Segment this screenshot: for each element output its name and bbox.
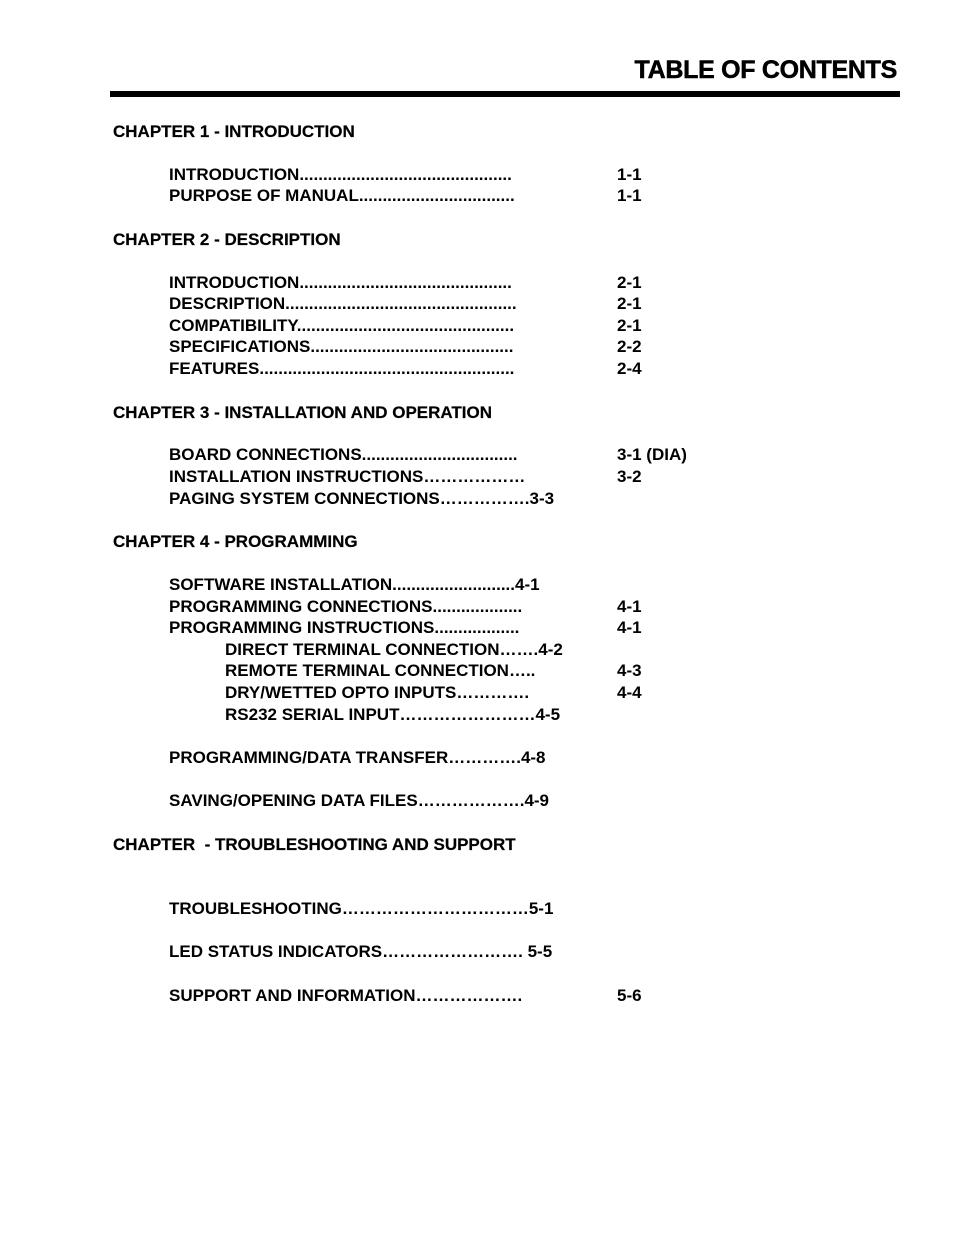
toc-page-number: 4-1 (617, 618, 642, 637)
toc-entry[interactable]: SOFTWARE INSTALLATION..........................4-1 (169, 575, 540, 594)
toc-page-number: 2-1 (617, 294, 642, 313)
toc-page-number: 4-1 (617, 597, 642, 616)
toc-page-number: 1-1 (617, 186, 642, 205)
toc-entry[interactable]: TROUBLESHOOTING……………………………5-1 (169, 899, 554, 918)
toc-entry[interactable]: SAVING/OPENING DATA FILES……………….4-9 (169, 791, 550, 810)
toc-page-number: 2-1 (617, 316, 642, 335)
toc-entry[interactable]: INSTALLATION INSTRUCTIONS……………… (169, 467, 526, 486)
toc-entry[interactable]: PROGRAMMING CONNECTIONS................... (169, 597, 523, 616)
toc-page-number: 3-2 (617, 467, 642, 486)
toc-subentry[interactable]: DRY/WETTED OPTO INPUTS…………. (225, 683, 530, 702)
toc-page-number: 1-1 (617, 165, 642, 184)
toc-entry[interactable]: FEATURES...................................................... (169, 359, 515, 378)
toc-entry[interactable]: BOARD CONNECTIONS................................. (169, 445, 518, 464)
toc-entry[interactable]: INTRODUCTION............................................. (169, 273, 512, 292)
toc-subentry[interactable]: RS232 SERIAL INPUT……………………4-5 (225, 705, 561, 724)
toc-page-number: 2-4 (617, 359, 642, 378)
toc-entry[interactable]: PROGRAMMING/DATA TRANSFER………….4-8 (169, 748, 546, 767)
toc-page-number: 4-4 (617, 683, 642, 702)
chapter-3-heading: CHAPTER 3 - INSTALLATION AND OPERATION (113, 403, 493, 422)
toc-entry[interactable]: INTRODUCTION............................................. (169, 165, 512, 184)
toc-page-number: 5-6 (617, 986, 642, 1005)
toc-entry[interactable]: PAGING SYSTEM CONNECTIONS…………….3-3 (169, 489, 555, 508)
toc-entry[interactable]: SPECIFICATIONS........................................... (169, 337, 514, 356)
toc-entry[interactable]: SUPPORT AND INFORMATION………………. (169, 986, 523, 1005)
toc-entry[interactable]: PURPOSE OF MANUAL................................. (169, 186, 515, 205)
chapter-2-heading: CHAPTER 2 - DESCRIPTION (113, 230, 341, 249)
toc-subentry[interactable]: DIRECT TERMINAL CONNECTION…….4-2 (225, 640, 563, 659)
toc-entry[interactable]: PROGRAMMING INSTRUCTIONS.................. (169, 618, 520, 637)
chapter-4-heading: CHAPTER 4 - PROGRAMMING (113, 532, 358, 551)
page-title: TABLE OF CONTENTS (634, 56, 897, 84)
toc-entry[interactable]: COMPATIBILITY.............................................. (169, 316, 515, 335)
toc-subentry[interactable]: REMOTE TERMINAL CONNECTION….. (225, 661, 536, 680)
toc-page-number: 3-1 (DIA) (617, 445, 687, 464)
toc-page-number: 2-1 (617, 273, 642, 292)
toc-entry[interactable]: LED STATUS INDICATORS……………………. 5-5 (169, 942, 553, 961)
chapter-5-heading: CHAPTER - TROUBLESHOOTING AND SUPPORT (113, 835, 516, 854)
title-rule (110, 91, 900, 97)
toc-entry[interactable]: DESCRIPTION................................................. (169, 294, 517, 313)
toc-page-number: 2-2 (617, 337, 642, 356)
toc-page-number: 4-3 (617, 661, 642, 680)
chapter-1-heading: CHAPTER 1 - INTRODUCTION (113, 122, 355, 141)
